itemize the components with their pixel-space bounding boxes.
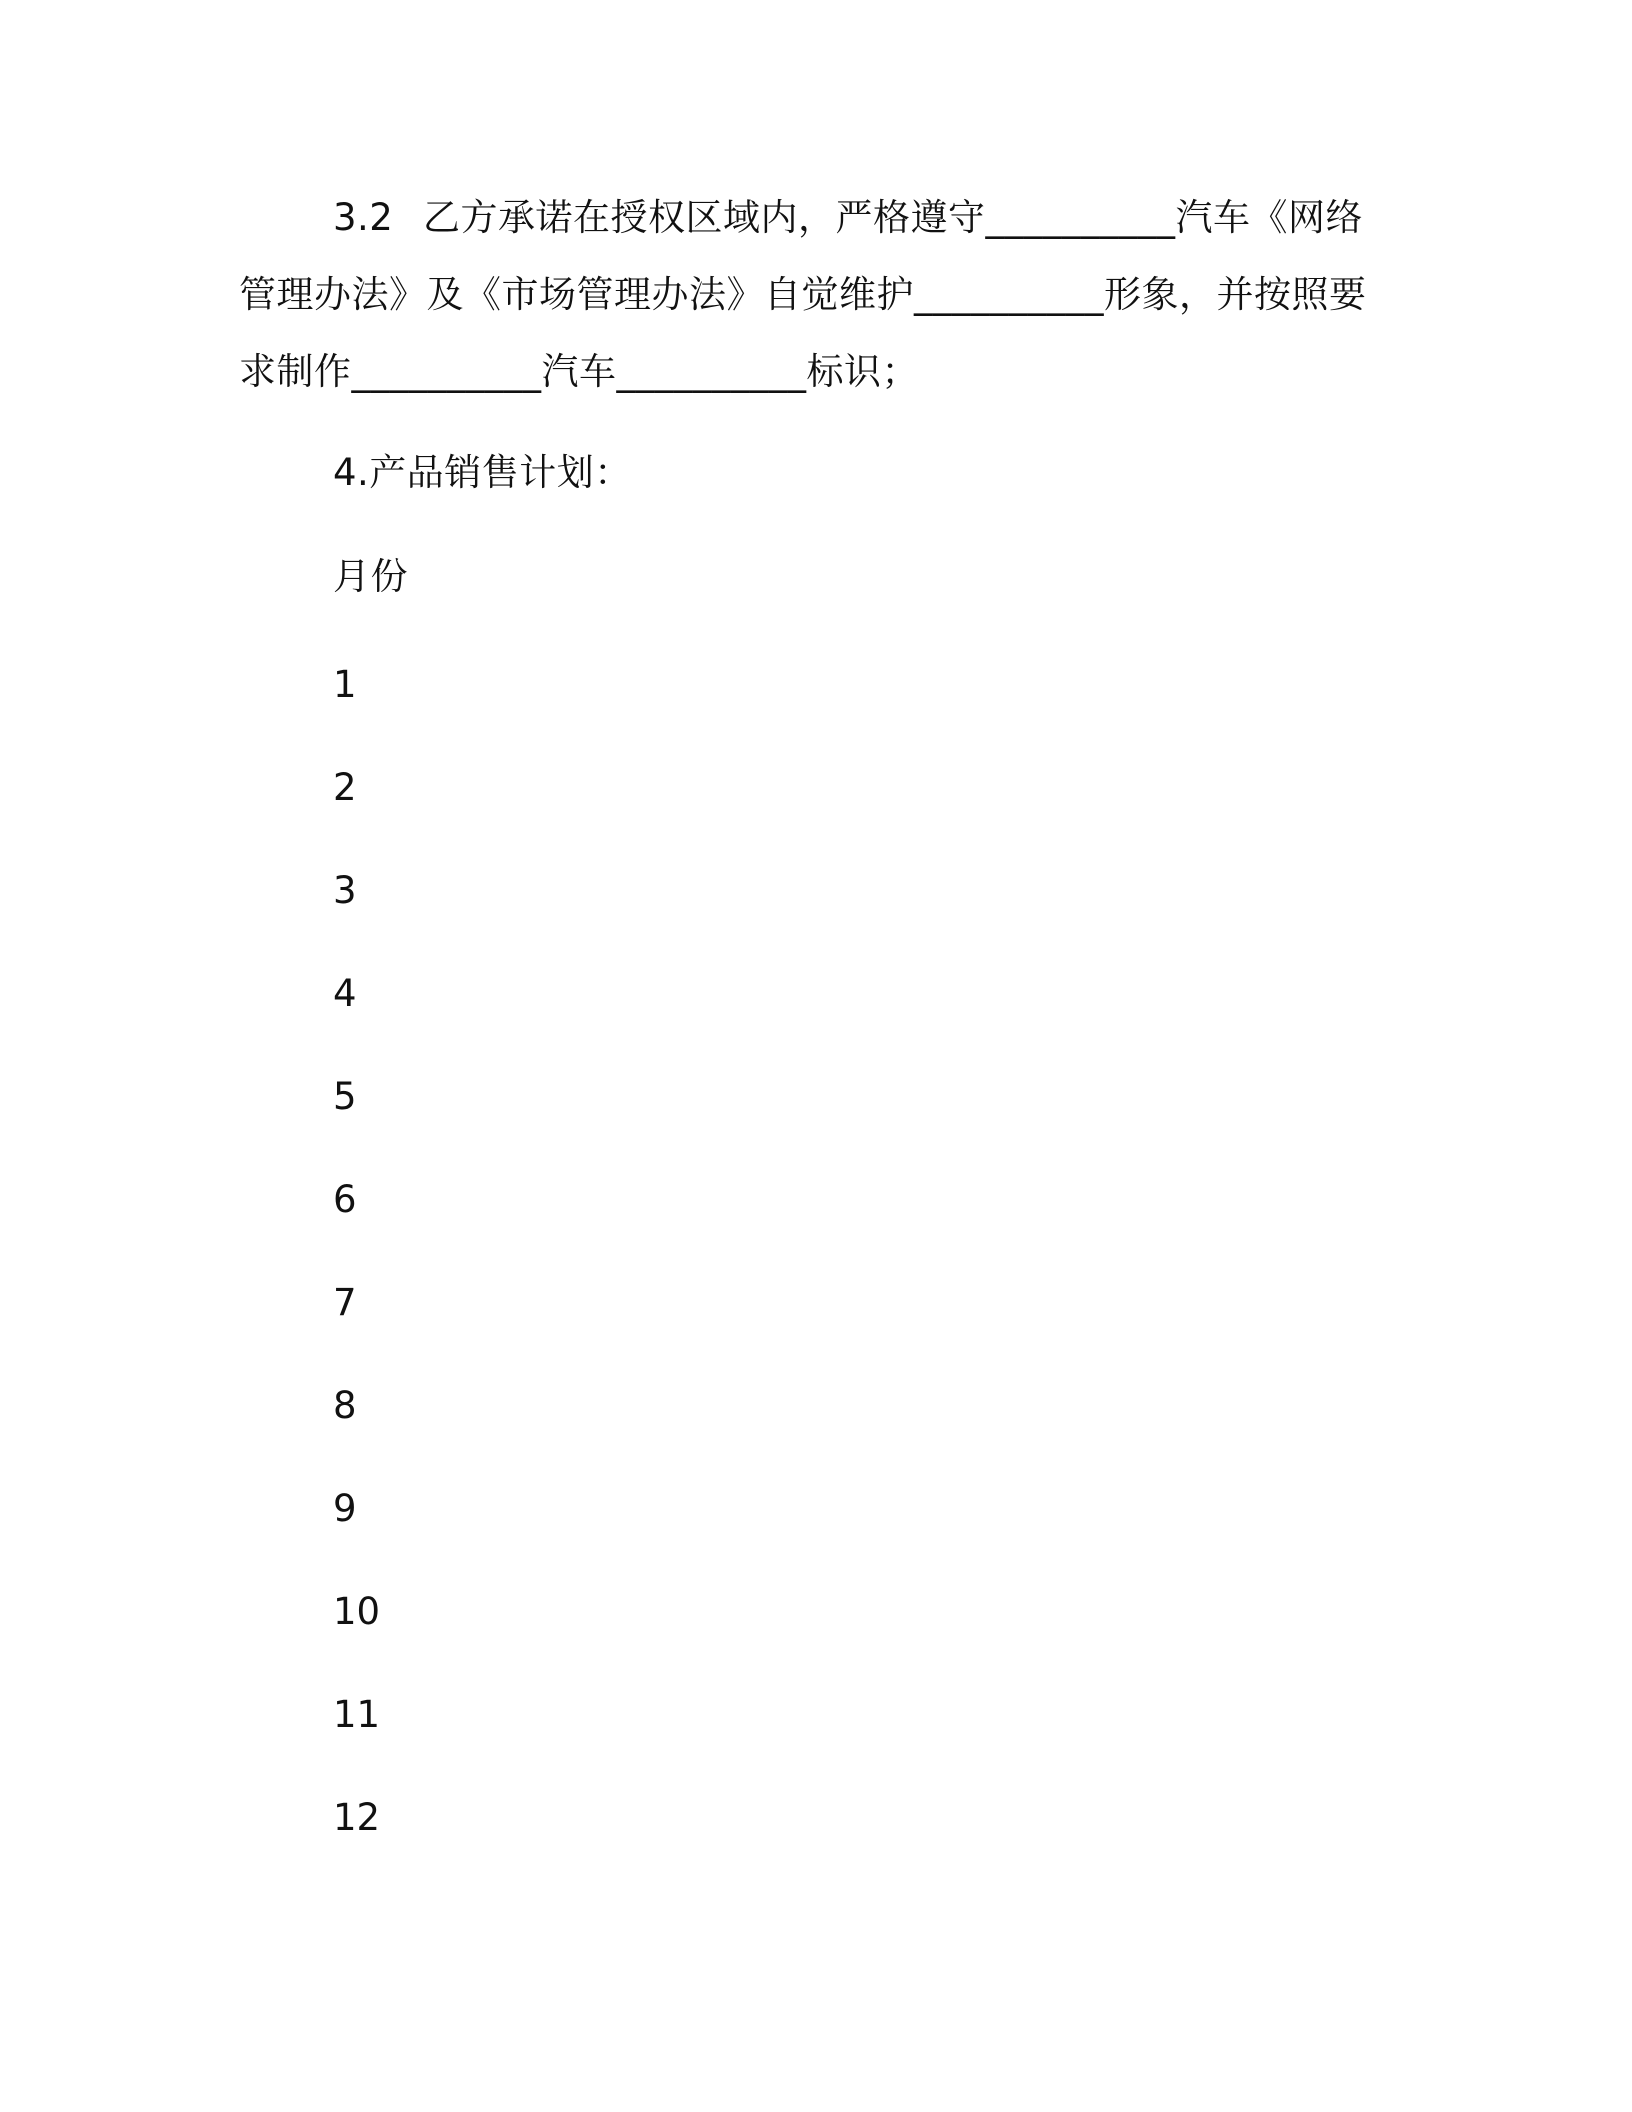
- month-item: 2: [333, 766, 357, 809]
- clause-3-2-line-1: [333, 193, 1363, 243]
- month-item: 4: [333, 972, 357, 1015]
- clause-text: 乙方承诺在授权区域内，严格遵守__________汽车《网络: [423, 196, 1363, 239]
- month-item: 9: [333, 1487, 357, 1530]
- month-item: 3: [333, 869, 357, 912]
- month-item: 8: [333, 1384, 357, 1427]
- month-item: 5: [333, 1075, 357, 1118]
- month-item: 11: [333, 1693, 381, 1736]
- clause-3-2-line-2: 管理办法》及《市场管理办法》自觉维护__________形象，并按照要: [239, 273, 1367, 316]
- month-item: 1: [333, 663, 357, 706]
- clause-number: 3.2: [333, 196, 394, 239]
- month-column-header: 月份: [333, 555, 408, 598]
- month-item: 7: [333, 1281, 357, 1324]
- section-heading: 4.产品销售计划：: [333, 451, 632, 494]
- month-item: 10: [333, 1590, 381, 1633]
- month-item: 12: [333, 1796, 381, 1839]
- clause-3-2-line-3: 求制作__________汽车__________标识；: [239, 350, 919, 393]
- month-item: 6: [333, 1178, 357, 1221]
